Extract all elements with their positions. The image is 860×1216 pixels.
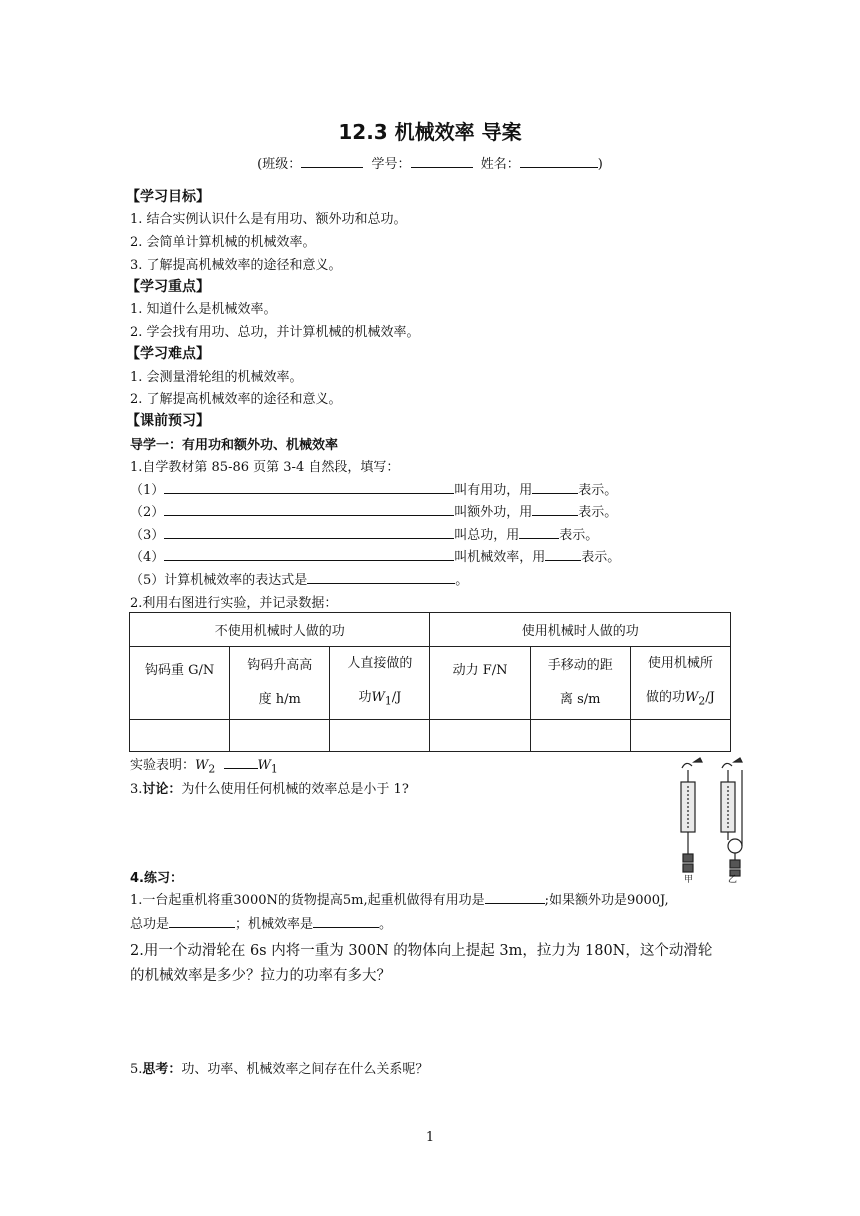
difficulty-item: 1. 会测量滑轮组的机械效率。	[130, 370, 303, 385]
exercise-1-line-2: 总功是 ；机械效率是 。	[130, 917, 393, 932]
close-paren: )	[597, 157, 603, 172]
goal-item: 1. 结合实例认识什么是有用功、额外功和总功。	[130, 212, 407, 227]
table-header-cell: 手移动的距 离 s/m	[530, 647, 630, 720]
focus-item: 1. 知道什么是机械效率。	[130, 302, 277, 317]
class-label: (班级：	[257, 157, 302, 172]
discussion-question: 3.讨论：为什么使用任何机械的效率总是小于 1?	[130, 782, 409, 797]
preview-heading: 【课前预习】	[126, 413, 210, 429]
answer-blank	[169, 915, 235, 928]
student-info-line	[0, 153, 860, 172]
figure-label-yi: 乙	[728, 875, 738, 884]
answer-blank	[313, 915, 379, 928]
table-group-header: 使用机械时人做的功	[430, 613, 731, 647]
fill-line-3: （3） 叫总功，用 表示。	[130, 528, 599, 543]
table-header-cell: 钩码升高高 度 h/m	[230, 647, 330, 720]
spring-scale-left-icon	[681, 758, 702, 872]
symbol-blank	[545, 548, 581, 561]
figure-label-jia: 甲	[684, 875, 694, 884]
fill-line-5: （5）计算机械效率的表达式是 。	[130, 573, 469, 588]
spring-scale-figure	[672, 756, 754, 884]
focus-item: 2. 学会找有用功、总功，并计算机械的机械效率。	[130, 325, 420, 340]
answer-blank	[485, 891, 545, 904]
thinking-question: 5.思考：功、功率、机械效率之间存在什么关系呢？	[130, 1062, 429, 1077]
exercise-1-line-1: 1.一台起重机将重3000N的货物提高5m,起重机做得有用功是 ;如果额外功是9000J,	[130, 893, 669, 908]
comparison-blank	[224, 756, 258, 769]
table-header-cell: 使用机械所 做的功$W_2/J$	[630, 647, 730, 720]
table-empty-cell[interactable]	[630, 719, 730, 751]
name-blank	[520, 155, 598, 168]
table-empty-cell[interactable]	[430, 719, 530, 751]
table-header-cell: 动力 F/N	[430, 647, 530, 720]
student-no-label: 学号：	[371, 157, 411, 172]
name-label: 姓名：	[480, 157, 520, 172]
formula-blank	[307, 571, 455, 584]
fill-line-2: （2） 叫额外功，用 表示。	[130, 505, 618, 520]
exercise-2-line-1: 2.用一个动滑轮在 6s 内将一重为 300N 的物体向上提起 3m，拉力为 180N，这个动滑轮	[130, 943, 713, 959]
page-number: 1	[425, 1130, 435, 1145]
table-empty-cell[interactable]	[130, 719, 230, 751]
student-no-blank	[411, 155, 473, 168]
exercise-2-line-2: 的机械效率是多少？拉力的功率有多大？	[130, 968, 391, 984]
class-blank	[301, 155, 363, 168]
experiment-instruction: 2.利用右图进行实验，并记录数据：	[130, 596, 338, 611]
page-title: 12.3 机械效率 导案	[338, 120, 522, 144]
symbol-blank	[532, 481, 578, 494]
pulley-icon	[728, 839, 742, 853]
answer-blank	[164, 526, 454, 539]
goals-heading: 【学习目标】	[126, 189, 210, 205]
goal-item: 2. 会简单计算机械的机械效率。	[130, 235, 316, 250]
symbol-blank	[532, 503, 578, 516]
difficulty-heading: 【学习难点】	[126, 346, 210, 362]
symbol-blank	[519, 526, 559, 539]
fill-line-1: （1） 叫有用功，用 表示。	[130, 483, 618, 498]
goal-item: 3. 了解提高机械效率的途径和意义。	[130, 258, 342, 273]
spring-scale-right-icon	[721, 758, 742, 876]
answer-blank	[164, 548, 454, 561]
experiment-data-table	[129, 612, 731, 752]
table-empty-cell[interactable]	[230, 719, 330, 751]
table-empty-cell[interactable]	[530, 719, 630, 751]
table-group-header: 不使用机械时人做的功	[130, 613, 430, 647]
difficulty-item: 2. 了解提高机械效率的途径和意义。	[130, 392, 342, 407]
guide-one-heading: 导学一：有用功和额外功、机械效率	[130, 438, 339, 453]
answer-blank	[164, 481, 454, 494]
table-header-cell: 人直接做的 功$W_1/J$	[330, 647, 430, 720]
self-study-instruction: 1.自学教材第 85-86 页第 3-4 自然段，填写：	[130, 460, 400, 475]
table-empty-cell[interactable]	[330, 719, 430, 751]
practice-heading: 4.练习：	[130, 871, 183, 886]
answer-blank	[164, 503, 454, 516]
experiment-result-line: 实验表明：$W_2$ $W_1$	[130, 758, 278, 776]
fill-line-4: （4） 叫机械效率，用 表示。	[130, 550, 621, 565]
focus-heading: 【学习重点】	[126, 279, 210, 295]
table-header-cell: 钩码重 G/N	[130, 647, 230, 720]
